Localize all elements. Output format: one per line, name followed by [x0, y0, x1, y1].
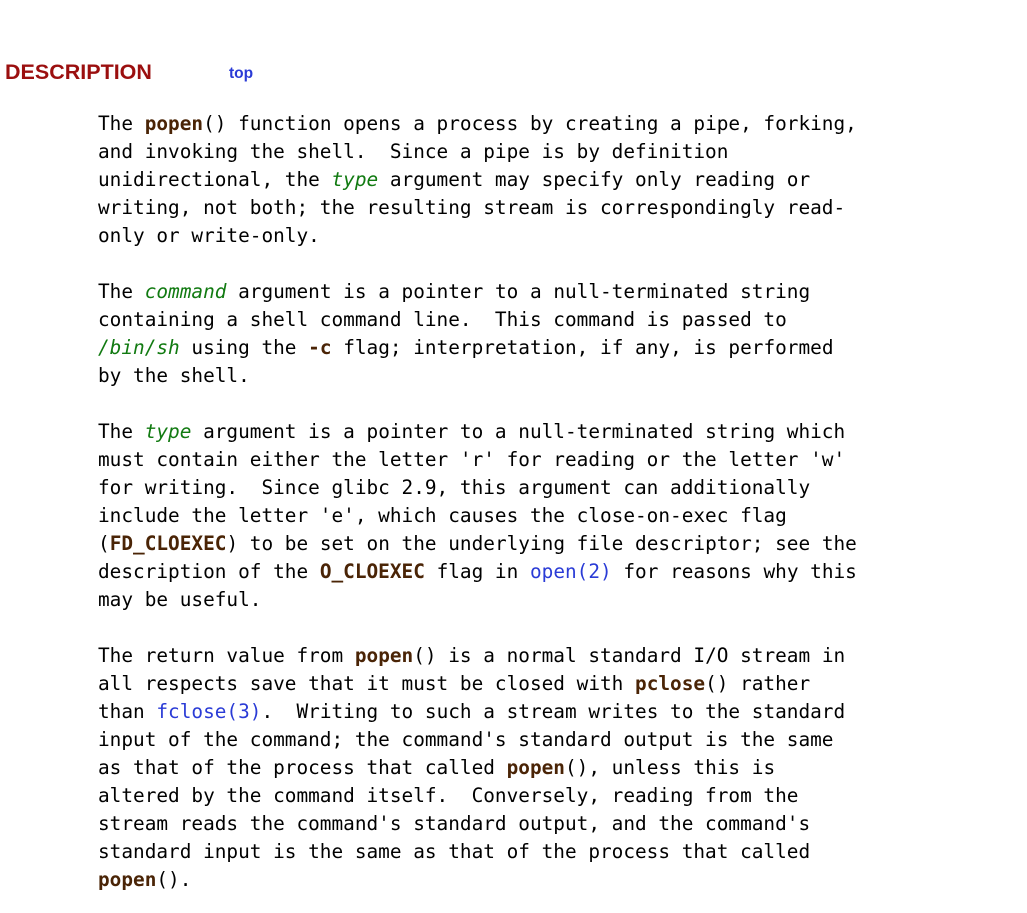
text-run: ) to be set on the underlying file descriptor; see the description of the	[98, 532, 857, 583]
text-run: using the	[179, 336, 309, 359]
fclose-3-link[interactable]: fclose(3)	[156, 700, 262, 723]
text-run: flag in	[424, 560, 530, 583]
paragraph-return-value	[98, 644, 845, 891]
text-run: The	[98, 112, 145, 135]
function-name-popen: popen	[144, 112, 204, 135]
paragraph-popen-intro	[98, 112, 857, 247]
text-run: () function opens a process by creating a pipe, forking, and invoking the shell. Since a pipe is by definition unidirectional, the	[98, 112, 857, 191]
argument-type: type	[331, 168, 379, 191]
paragraph-type-arg	[98, 420, 857, 611]
argument-command: command	[144, 280, 227, 303]
text-run: The	[98, 420, 145, 443]
open-2-link[interactable]: open(2)	[529, 560, 612, 583]
argument-type: type	[144, 420, 192, 443]
text-run: (), unless this is altered by the command itself. Conversely, reading from the stream reads the command's standard output, and the command's standard input is the same as that of the process that called	[98, 756, 811, 863]
flag-c: -c	[308, 336, 332, 359]
function-name-popen: popen	[98, 868, 157, 891]
top-link[interactable]: top	[229, 65, 254, 82]
text-run: ().	[156, 868, 192, 891]
text-run: flag; interpretation, if any, is performed by the shell.	[98, 336, 834, 387]
constant-fd-cloexec: FD_CLOEXEC	[109, 532, 227, 555]
text-run: argument is a pointer to a null-terminated string containing a shell command line. This command is passed to	[98, 280, 811, 331]
text-run: argument may specify only reading or writing, not both; the resulting stream is correspondingly read- only or write-only.	[98, 168, 846, 247]
text-run: argument is a pointer to a null-terminated string which must contain either the letter 'r' for reading or the letter 'w' for writing. Since glibc 2.9, this argument can additionally include the letter 'e', which causes the close-on-exec flag (	[98, 420, 846, 555]
text-run: The	[98, 280, 145, 303]
text-run: for reasons why this may be useful.	[98, 560, 857, 611]
function-name-pclose: pclose	[635, 672, 706, 695]
section-header	[5, 56, 254, 88]
text-run: The return value from	[98, 644, 355, 667]
text-run: . Writing to such a stream writes to the standard input of the command; the command's standard output is the same as that of the process that called	[98, 700, 846, 779]
function-name-popen: popen	[506, 756, 565, 779]
text-run: () is a normal standard I/O stream in all respects save that it must be closed with	[98, 644, 846, 695]
function-name-popen: popen	[354, 644, 414, 667]
paragraph-command-arg	[98, 280, 834, 387]
constant-o-cloexec: O_CLOEXEC	[319, 560, 425, 583]
section-title: DESCRIPTION	[5, 59, 152, 84]
text-run: () rather than	[98, 672, 811, 723]
description-body	[98, 110, 998, 894]
man-page-text	[98, 110, 998, 894]
path-bin-sh: /bin/sh	[98, 336, 180, 359]
